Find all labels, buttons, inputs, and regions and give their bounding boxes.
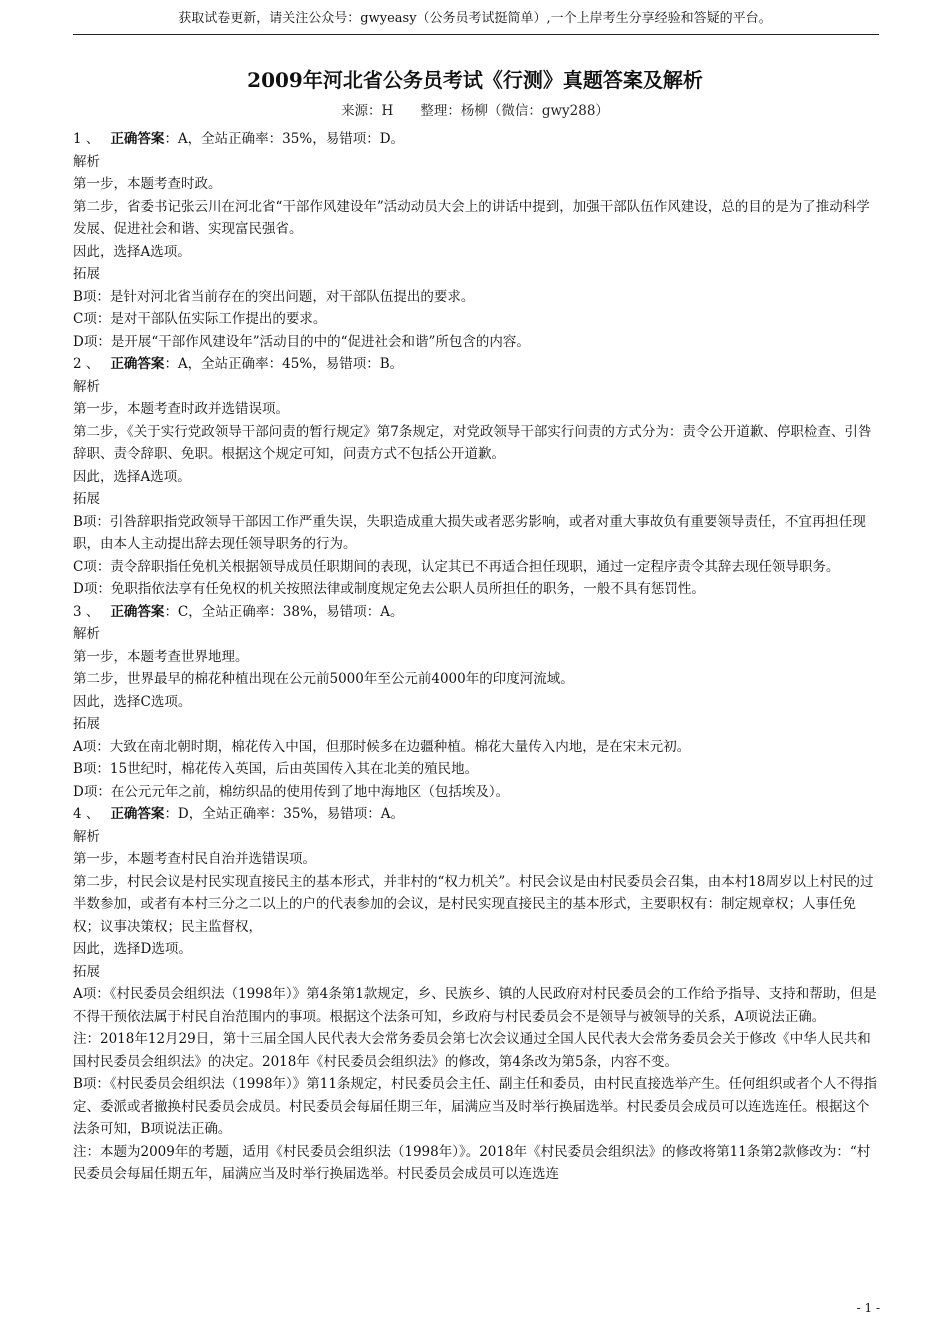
paragraph: 因此，选择D选项。 (73, 941, 192, 957)
answer-label: 正确答案 (110, 806, 165, 822)
page-title: 2009年河北省公务员考试《行测》真题答案及解析 (247, 68, 703, 92)
paragraph: 解析 (73, 828, 100, 845)
page-number: - 1 - (856, 1301, 880, 1315)
answer-line (73, 803, 879, 826)
document-body (73, 128, 879, 1186)
answer-label: 正确答案 (110, 603, 165, 620)
paragraph: 因此，选择A选项。 (73, 468, 191, 485)
question-number: 1 、 (73, 131, 93, 147)
paragraph: 第一步，本题考查时政并选错误项。 (73, 401, 289, 417)
answer-line (73, 128, 879, 151)
answer-line (73, 353, 879, 376)
paragraph: D项：在公元元年之前，棉纺织品的使用传到了地中海地区（包括埃及）。 (73, 783, 510, 800)
paragraph: B项：引咎辞职指党政领导干部因工作严重失误，失职造成重大损失或者恶劣影响，或者对重大事故负有重要领导责任，不宜再担任现职，由本人主动提出辞去现任领导职务的行为。 (73, 513, 866, 552)
paragraph: 拓展 (73, 716, 100, 732)
paragraph: A项：《村民委员会组织法（1998年）》第4条第1款规定，乡、民族乡、镇的人民政府对村民委员会的工作给予指导、支持和帮助，但是不得干预依法属于村民自治范围内的事项。根据这个法条可知，乡政府与村民委员会不是领导与被领导的关系，A项说法正确。 (73, 986, 877, 1025)
answer-label: 正确答案 (110, 356, 165, 372)
paragraph: B项：15世纪时，棉花传入英国，后由英国传入其在北美的殖民地。 (73, 761, 479, 777)
paragraph: 第二步，世界最早的棉花种植出现在公元前5000年至公元前4000年的印度河流域。 (73, 671, 574, 687)
answer-detail: ：A，全站正确率：45%，易错项：B。 (164, 356, 404, 372)
question-number: 3 、 (73, 603, 93, 620)
paragraph: 第二步，村民会议是村民实现直接民主的基本形式，并非村的“权力机关”。村民会议是由村民委员会召集，由本村18周岁以上村民的过半数参加，或者有本村三分之二以上的户的代表参加的会议，是村民实现直接民主的基本形式，主要职权有：制定规章权；人事任免权；议事决策权；民主监督权， (73, 873, 874, 935)
paragraph: 第一步，本题考查世界地理。 (73, 648, 249, 665)
paragraph: 注：本题为2009年的考题，适用《村民委员会组织法（1998年）》。2018年《村民委员会组织法》的修改将第11条第2款修改为：“村民委员会每届任期五年，届满应当及时举行换届选举。村民委员会成员可以连选连 (73, 1143, 871, 1182)
paragraph: B项：《村民委员会组织法（1998年）》第11条规定，村民委员会主任、副主任和委员，由村民直接选举产生。任何组织或者个人不得指定、委派或者撤换村民委员会成员。村民委员会每届任期三年，届满应当及时举行换届选举。村民委员会成员可以连选连任。根据这个法条可知，B项说法正确。 (73, 1076, 877, 1137)
paragraph: 解析 (73, 626, 100, 642)
paragraph: C项：是对干部队伍实际工作提出的要求。 (73, 311, 327, 327)
paragraph: 第一步，本题考查村民自治并选错误项。 (73, 851, 316, 867)
paragraph: 第二步，省委书记张云川在河北省“干部作风建设年”活动动员大会上的讲话中提到，加强干部队伍作风建设，总的目的是为了推动科学发展、促进社会和谐、实现富民强省。 (73, 198, 870, 237)
answer-line (73, 601, 879, 624)
answer-detail: ：C，全站正确率：38%，易错项：A。 (164, 603, 404, 620)
paragraph: 注：2018年12月29日，第十三届全国人民代表大会常务委员会第七次会议通过全国人民代表大会常务委员会关于修改《中华人民共和国村民委员会组织法》的决定。2018年《村民委员会组织法》的修改，第4条改为第5条，内容不变。 (73, 1031, 871, 1070)
paragraph: D项：免职指依法享有任免权的机关按照法律或制度规定免去公职人员所担任的职务，一般不具有惩罚性。 (73, 581, 705, 597)
question-number: 2 、 (73, 356, 93, 372)
paragraph: 解析 (73, 153, 100, 170)
paragraph: 因此，选择A选项。 (73, 243, 191, 260)
paragraph: B项：是针对河北省当前存在的突出问题，对干部队伍提出的要求。 (73, 288, 475, 305)
answer-detail: ：A，全站正确率：35%，易错项：D。 (164, 131, 405, 147)
paragraph: 拓展 (73, 266, 100, 282)
answer-detail: ：D，全站正确率：35%，易错项：A。 (164, 806, 405, 822)
paragraph: A项：大致在南北朝时期，棉花传入中国，但那时候多在边疆种植。棉花大量传入内地，是在宋末元初。 (73, 738, 691, 755)
answer-label: 正确答案 (110, 131, 165, 147)
paragraph: 因此，选择C选项。 (73, 693, 192, 710)
paragraph: 拓展 (73, 491, 100, 507)
header-notice: 获取试卷更新，请关注公众号：gwyeasy（公务员考试挺简单）,一个上岸考生分享经验和答疑的平台。 (178, 11, 772, 26)
header-rule (73, 34, 879, 35)
paragraph: D项：是开展“干部作风建设年”活动目的中的“促进社会和谐”所包含的内容。 (73, 333, 530, 350)
paragraph: 拓展 (73, 963, 100, 980)
paragraph: C项：责令辞职指任免机关根据领导成员任职期间的表现，认定其已不再适合担任现职，通过一定程序责令其辞去现任领导职务。 (73, 558, 840, 575)
source-line: 来源：H 整理：杨柳（微信：gwy288） (341, 103, 609, 119)
paragraph: 解析 (73, 378, 100, 395)
paragraph: 第一步，本题考查时政。 (73, 176, 222, 192)
paragraph: 第二步，《关于实行党政领导干部问责的暂行规定》第7条规定，对党政领导干部实行问责的方式分为：责令公开道歉、停职检查、引咎辞职、责令辞职、免职。根据这个规定可知，问责方式不包括公开道歉。 (73, 423, 872, 462)
question-number: 4 、 (73, 806, 93, 822)
